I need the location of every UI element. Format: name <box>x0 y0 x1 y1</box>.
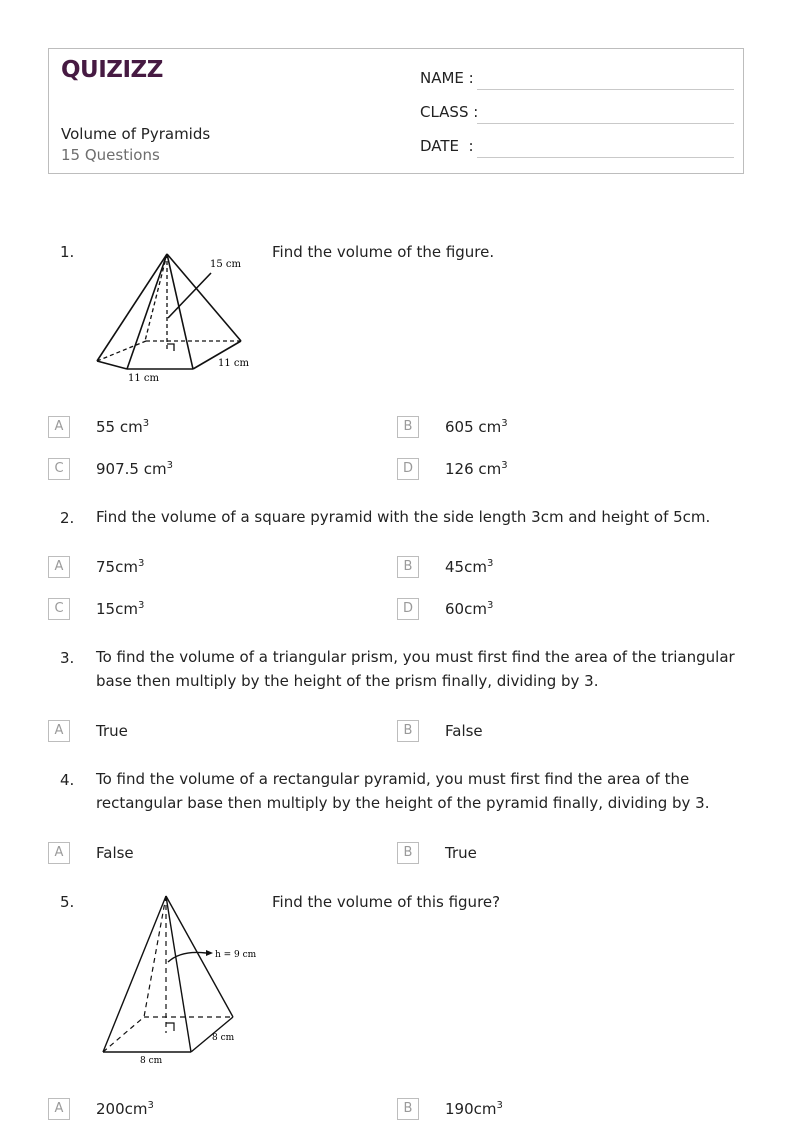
class-label: CLASS : <box>420 103 479 121</box>
question-number: 5. <box>60 893 75 911</box>
option-a-box[interactable]: A <box>48 842 70 864</box>
quizizz-logo: QUIZIZZ <box>61 57 163 83</box>
option-b[interactable]: $45cm^3$ <box>445 558 494 576</box>
question-number: 3. <box>60 649 75 667</box>
option-c[interactable]: $15cm^3$ <box>96 600 145 618</box>
option-a-box[interactable]: A <box>48 720 70 742</box>
option-b[interactable]: $190cm^3$ <box>445 1100 503 1118</box>
option-b-box[interactable]: B <box>397 842 419 864</box>
question-number: 4. <box>60 771 75 789</box>
question-number: 1. <box>60 243 75 261</box>
name-field[interactable] <box>420 69 734 91</box>
date-line[interactable] <box>477 157 734 158</box>
option-b-box[interactable]: B <box>397 1098 419 1120</box>
option-d-box[interactable]: D <box>397 598 419 620</box>
option-a[interactable]: False <box>96 844 134 862</box>
option-d-box[interactable]: D <box>397 458 419 480</box>
class-line[interactable] <box>477 123 734 124</box>
name-line[interactable] <box>477 89 734 90</box>
depth-label: 11 cm <box>218 358 249 369</box>
option-d[interactable]: $60cm^3$ <box>445 600 494 618</box>
question-text: To find the volume of a rectangular pyramid, you must first find the area of the rectangular base then multiply by the height of the pyramid finally, dividing by 3. <box>96 770 710 812</box>
slant-height-label: 15 cm <box>210 259 241 270</box>
date-label: DATE : <box>420 137 474 155</box>
question-text: To find the volume of a triangular prism, you must first find the area of the triangular base then multiply by the height of the prism finally, dividing by 3. <box>96 648 735 690</box>
question-text: Find the volume of a square pyramid with the side length 3cm and height of 5cm. <box>96 508 711 526</box>
option-b-box[interactable]: B <box>397 556 419 578</box>
question-text: Find the volume of the figure. <box>272 243 495 261</box>
option-b[interactable]: 605 $cm^3$ <box>445 418 508 436</box>
pyramid-figure-5 <box>96 890 266 1070</box>
option-a[interactable]: 55 $cm^3$ <box>96 418 150 436</box>
question-count: 15 Questions <box>61 146 160 164</box>
date-field[interactable] <box>420 137 734 159</box>
option-b[interactable]: False <box>445 722 483 740</box>
option-b[interactable]: True <box>445 844 477 862</box>
option-a-box[interactable]: A <box>48 1098 70 1120</box>
option-b-box[interactable]: B <box>397 416 419 438</box>
depth-label: 8 cm <box>212 1033 235 1043</box>
worksheet-header <box>48 48 744 174</box>
option-a[interactable]: $200cm^3$ <box>96 1100 154 1118</box>
option-a[interactable]: $75cm^3$ <box>96 558 145 576</box>
option-a[interactable]: True <box>96 722 128 740</box>
option-c-box[interactable]: C <box>48 458 70 480</box>
base-label: 8 cm <box>140 1056 163 1066</box>
option-c-box[interactable]: C <box>48 598 70 620</box>
option-d[interactable]: 126 $cm^3$ <box>445 460 508 478</box>
option-a-box[interactable]: A <box>48 556 70 578</box>
name-label: NAME : <box>420 69 474 87</box>
class-field[interactable] <box>420 103 734 125</box>
option-c[interactable]: 907.5 $cm^3$ <box>96 460 173 478</box>
worksheet-title: Volume of Pyramids <box>61 125 211 143</box>
question-text: Find the volume of this figure? <box>272 893 501 911</box>
option-b-box[interactable]: B <box>397 720 419 742</box>
base-label: 11 cm <box>128 373 159 384</box>
option-a-box[interactable]: A <box>48 416 70 438</box>
question-number: 2. <box>60 509 75 527</box>
height-label: h = 9 cm <box>215 950 257 960</box>
pyramid-figure-1 <box>90 248 260 388</box>
